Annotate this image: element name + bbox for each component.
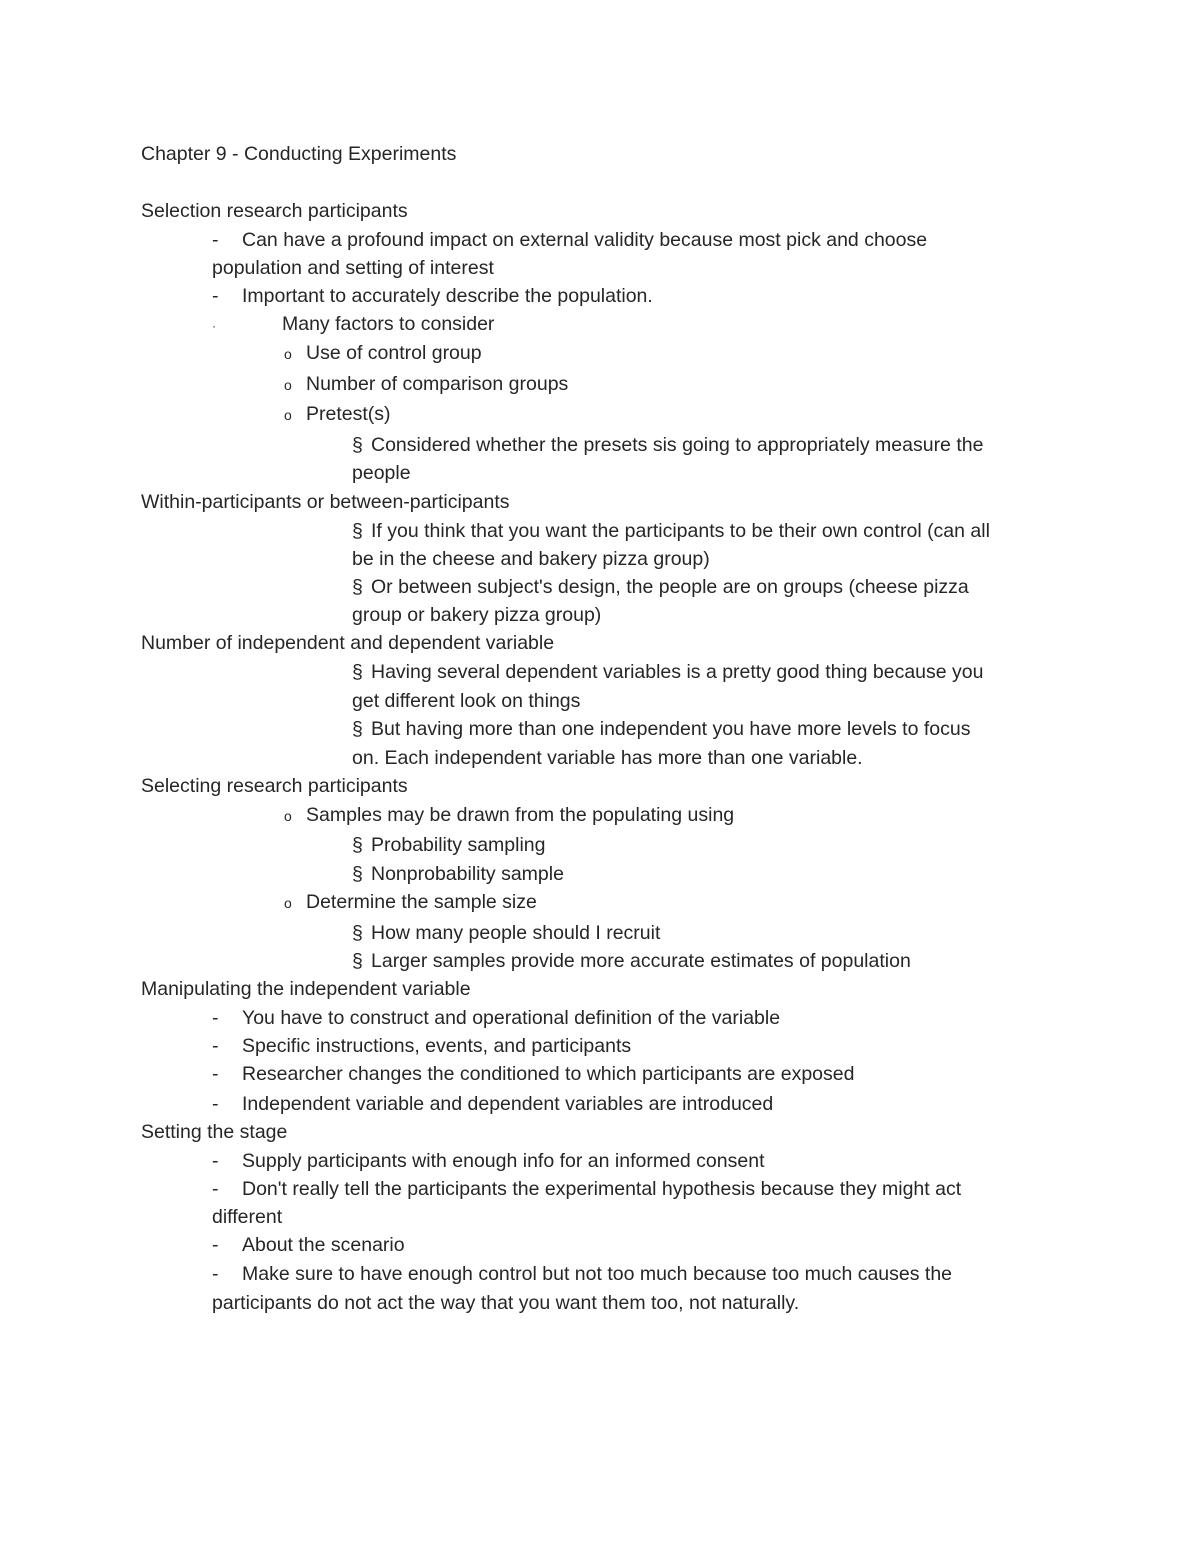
section-sign-bullet: § — [352, 576, 363, 598]
section-sign-bullet: § — [352, 520, 363, 542]
circle-bullet: o — [284, 346, 292, 362]
list-item — [284, 402, 391, 427]
circle-bullet: o — [284, 895, 292, 911]
list-item-text: Supply participants with enough info for an informed consent — [242, 1150, 765, 1172]
list-item-text: Don't really tell the participants the experimental hypothesis because they might act — [242, 1178, 962, 1200]
list-item-text: How many people should I recruit — [371, 922, 661, 944]
list-item — [352, 949, 911, 973]
list-item-text: About the scenario — [242, 1234, 405, 1256]
list-item — [352, 433, 983, 457]
page-title: Chapter 9 - Conducting Experiments — [141, 143, 457, 165]
list-item-text: Having several dependent variables is a pretty good thing because you — [371, 661, 984, 683]
section-heading: Manipulating the independent variable — [141, 978, 471, 1000]
dash-bullet: - — [212, 1007, 219, 1029]
list-item — [212, 1177, 961, 1201]
section-heading: Selection research participants — [141, 200, 408, 222]
dash-bullet: - — [212, 1178, 219, 1200]
list-item — [212, 284, 653, 308]
list-item-text: But having more than one independent you have more levels to focus — [371, 718, 971, 740]
section-sign-bullet: § — [352, 950, 363, 972]
list-item-text: Considered whether the presets sis going to appropriately measure the — [371, 434, 984, 456]
list-item-continuation: group or bakery pizza group) — [352, 604, 602, 626]
list-item — [212, 228, 927, 252]
list-item-text: Can have a profound impact on external validity because most pick and choose — [242, 229, 928, 251]
list-item — [212, 1062, 854, 1086]
section-heading: Number of independent and dependent variable — [141, 632, 555, 654]
list-item — [284, 341, 482, 366]
list-item — [284, 803, 734, 828]
list-item-text: Larger samples provide more accurate estimates of population — [371, 950, 911, 972]
list-item — [212, 1034, 631, 1058]
list-item-continuation: different — [212, 1206, 283, 1228]
dash-bullet: - — [212, 1093, 219, 1115]
list-item — [352, 921, 660, 945]
list-item — [352, 862, 564, 886]
circle-bullet: o — [284, 377, 292, 393]
list-item — [212, 1233, 405, 1257]
list-item — [352, 575, 969, 599]
list-item — [352, 717, 970, 741]
list-item-text: Many factors to consider — [282, 313, 495, 335]
section-sign-bullet: § — [352, 863, 363, 885]
list-item — [212, 1149, 764, 1173]
dash-bullet: - — [212, 1263, 219, 1285]
circle-bullet: o — [284, 407, 292, 423]
list-item-text: You have to construct and operational definition of the variable — [242, 1007, 781, 1029]
list-item — [212, 1006, 780, 1030]
list-item — [352, 833, 546, 857]
dash-bullet: - — [212, 229, 219, 251]
list-item-text: Samples may be drawn from the populating using — [306, 804, 735, 826]
section-sign-bullet: § — [352, 661, 363, 683]
list-item-continuation: population and setting of interest — [212, 257, 494, 279]
list-item-text: Independent variable and dependent variables are introduced — [242, 1093, 774, 1115]
list-item-continuation: people — [352, 462, 411, 484]
list-item-text: If you think that you want the participants to be their own control (can all — [371, 520, 990, 542]
list-item-text: Nonprobability sample — [371, 863, 564, 885]
list-item — [352, 519, 990, 543]
list-item-text: Determine the sample size — [306, 891, 537, 913]
list-item — [284, 890, 537, 915]
list-item-continuation: be in the cheese and bakery pizza group) — [352, 548, 710, 570]
dash-bullet: - — [212, 285, 219, 307]
list-item-text: Use of control group — [306, 342, 482, 364]
list-item-text: Specific instructions, events, and participants — [242, 1035, 632, 1057]
list-item — [212, 1262, 952, 1286]
dash-bullet: - — [212, 1063, 219, 1085]
list-item-continuation: on. Each independent variable has more than one variable. — [352, 747, 863, 769]
list-item — [212, 1092, 773, 1116]
dot-bullet: · — [212, 319, 216, 333]
list-item-text: Important to accurately describe the population. — [242, 285, 653, 307]
dash-bullet: - — [212, 1234, 219, 1256]
section-sign-bullet: § — [352, 718, 363, 740]
list-item-continuation: participants do not act the way that you want them too, not naturally. — [212, 1292, 800, 1314]
list-item-text: Researcher changes the conditioned to which participants are exposed — [242, 1063, 855, 1085]
list-item-text: Or between subject's design, the people are on groups (cheese pizza — [371, 576, 969, 598]
dash-bullet: - — [212, 1035, 219, 1057]
circle-bullet: o — [284, 808, 292, 824]
section-sign-bullet: § — [352, 834, 363, 856]
list-item-text: Number of comparison groups — [306, 373, 569, 395]
list-item-text: Make sure to have enough control but not too much because too much causes the — [242, 1263, 953, 1285]
list-item — [352, 660, 983, 684]
section-heading: Setting the stage — [141, 1121, 288, 1143]
section-heading: Within-participants or between-participants — [141, 491, 510, 513]
dash-bullet: - — [212, 1150, 219, 1172]
list-item-text: Probability sampling — [371, 834, 546, 856]
list-item — [212, 312, 494, 338]
section-sign-bullet: § — [352, 434, 363, 456]
section-sign-bullet: § — [352, 922, 363, 944]
section-heading: Selecting research participants — [141, 775, 408, 797]
list-item-continuation: get different look on things — [352, 690, 581, 712]
list-item — [284, 372, 568, 397]
list-item-text: Pretest(s) — [306, 403, 391, 425]
